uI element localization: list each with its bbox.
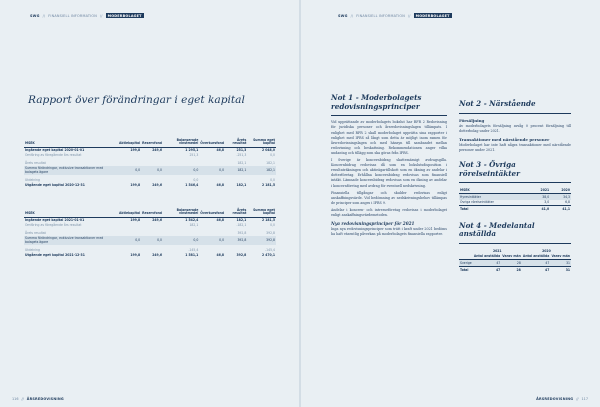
note-2-subheading: Försäljning — [459, 117, 485, 123]
table-cell: -251,3 — [236, 152, 247, 157]
table-cell: 2 181,5 — [261, 182, 275, 187]
table-cell: 392,8 — [266, 230, 275, 235]
table-cell: 2 181,5 — [261, 217, 275, 222]
table-cell: 46,8 — [216, 252, 225, 257]
table-cell: 392,8 — [225, 236, 247, 245]
table-cell: 182,1 — [189, 222, 199, 227]
table-cell: 6,8 — [565, 200, 570, 205]
table-cell: 1 542,4 — [185, 217, 199, 222]
column-header: 2021 — [529, 187, 550, 193]
column-header: Årets resultat — [225, 138, 247, 147]
right-page — [301, 0, 600, 407]
table-cell: Ingående eget kapital 2021-01-01 — [25, 217, 85, 222]
table-cell: 2 048,0 — [261, 147, 275, 152]
table-cell: 46,8 — [216, 217, 225, 222]
table-cell: 47 — [473, 266, 502, 272]
note-4-table — [459, 248, 571, 272]
table-cell: 2 470,1 — [261, 252, 275, 257]
table-cell: Årets resultat — [25, 230, 46, 235]
note-1-sub-paragraph: Inga nya redovisningsprinciper som trätt i kraft under 2021 bedöms ha haft väsentlig påverkan på moderbolagets finansiella rapporter. — [331, 227, 447, 237]
table-cell: Summa förändringar, exklusive transaktioner med bolagets ägare — [24, 236, 118, 245]
column-header: Varav män — [551, 254, 570, 259]
divider — [459, 113, 571, 114]
table-cell: Total — [459, 206, 529, 212]
table-cell: 47 — [522, 260, 551, 267]
table-cell: Summa förändringar, exklusive transaktioner med bolagets ägare — [24, 166, 118, 175]
note-1-paragraph: I Sverige är koncernbidrag skattemässigt avdragsgilla. Koncernbidrag redovisas då som en bokslutsdisposition i resultaträkningen och aktieägartillskott som en ökning av andelar i dotterföretag. Erhållna koncernbidrag redovisas som finansiell intäkt. Lämnade koncernbidrag redovisas som en ökning av andelar i koncernföretag med avdrag för eventuell nedskrivning. — [331, 158, 447, 188]
table-cell: 31 — [550, 260, 571, 267]
table-cell: 199,8 — [130, 147, 141, 152]
table-cell: 31 — [550, 266, 571, 272]
table-cell: Utgående eget kapital 2021-12-31 — [25, 252, 85, 257]
page-footer — [12, 397, 64, 401]
column-header: Varav män — [502, 254, 521, 259]
divider — [459, 182, 571, 183]
column-header: 2020 — [550, 187, 571, 193]
table-cell: 1 295,1 — [185, 147, 199, 152]
table-cell: 3,0 — [544, 200, 550, 205]
breadcrumb-brand: SWG — [338, 13, 348, 18]
table-cell: 46,8 — [216, 147, 225, 152]
table-cell: Övriga rörelseintäkter — [460, 200, 494, 205]
note-3-table — [459, 187, 571, 211]
table-cell: 0,0 — [163, 166, 199, 175]
table-cell: 182,1 — [237, 160, 247, 165]
column-header: Balanserade vinstmedel — [163, 138, 199, 147]
column-header: Aktiekapital — [118, 208, 141, 217]
table-cell: 249,6 — [152, 147, 162, 152]
table-cell: 0,0 — [141, 236, 163, 245]
column-header: Aktiekapital — [118, 138, 141, 147]
table-row — [24, 166, 276, 175]
table-cell: Total — [459, 266, 473, 272]
breadcrumb-section: FINANSIELL INFORMATION — [356, 13, 405, 18]
footer-company: ÅRSREDOVISNING — [26, 397, 64, 401]
page-title: Rapport över förändringar i eget kapital — [28, 94, 245, 106]
column-header: Summa eget kapital — [247, 208, 276, 217]
left-page — [0, 0, 299, 407]
table-cell: 0,0 — [199, 166, 225, 175]
breadcrumb-separator: // — [99, 13, 103, 18]
note-2-text: Av moderbolagets försäljning avsåg 0 procent försäljning till dotterbolag under 2021. — [459, 123, 571, 133]
breadcrumb — [30, 13, 144, 18]
note-1 — [331, 94, 447, 239]
table-cell: 1 546,4 — [185, 182, 199, 187]
table-total-row — [459, 206, 571, 212]
column-header: Antal anställda — [522, 254, 550, 259]
table-cell: 0,0 — [193, 177, 199, 182]
note-1-title: Not 1 - Moderbolagets redovisningsprinciper — [331, 93, 422, 111]
table-cell: 392,8 — [247, 236, 276, 245]
table-cell: Sverige — [460, 261, 472, 265]
table-cell: 46,8 — [216, 182, 225, 187]
table-cell: 41,0 — [529, 206, 550, 212]
table-cell: 199,8 — [130, 182, 141, 187]
table-row — [24, 183, 276, 188]
column-header: Årets resultat — [225, 208, 247, 217]
note-2-text: Moderbolaget har inte haft några transaktioner med närstående personer under 2021. — [459, 142, 571, 152]
group-header: 2021 — [492, 248, 502, 253]
page-number: 116 — [12, 397, 19, 401]
divider — [331, 115, 447, 116]
table-cell: 182,1 — [236, 217, 247, 222]
table-cell: -182,1 — [236, 222, 247, 227]
table-cell: 182,1 — [247, 166, 276, 175]
breadcrumb-brand: SWG — [30, 13, 40, 18]
note-1-paragraph: Finansiella tillgångar och skulder redovisas enligt anskaffningsvärde. Vid bedömning av nedskrivningsbehov tillämpas de principer som anges i IFRS 9. — [331, 190, 447, 205]
column-header: MSEK — [459, 187, 529, 193]
breadcrumb-current: MODERBOLAGET — [107, 13, 142, 18]
table-cell: 0,0 — [270, 177, 275, 182]
column-header: Reservfond — [141, 138, 163, 147]
breadcrumb-current: MODERBOLAGET — [415, 13, 450, 18]
table-cell: -145,4 — [265, 247, 275, 252]
breadcrumb-separator: // — [350, 13, 354, 18]
column-header: Balanserade vinstmedel — [163, 208, 199, 217]
footer-separator: // — [576, 397, 579, 401]
table-cell: 182,1 — [225, 166, 247, 175]
table-cell: 47 — [473, 260, 502, 267]
divider — [459, 243, 571, 244]
table-cell: -145,4 — [188, 247, 199, 252]
table-cell: 0,0 — [270, 222, 275, 227]
table-cell: 0,0 — [163, 236, 199, 245]
table-cell: 182,1 — [266, 160, 275, 165]
table-cell: 392,8 — [237, 230, 247, 235]
table-total-row — [459, 266, 571, 272]
equity-table-2021 — [24, 208, 276, 258]
table-cell: Utdelning — [25, 247, 40, 252]
note-1-subheading: Nya redovisningsprinciper för 2021 — [331, 221, 415, 227]
table-cell: 182,1 — [236, 182, 247, 187]
table-cell: 251,3 — [236, 147, 247, 152]
column-header: Antal anställda — [473, 254, 501, 259]
table-cell: 47 — [522, 266, 551, 272]
table-cell: 28 — [501, 266, 522, 272]
table-row — [24, 236, 276, 245]
column-header: MSEK — [24, 208, 118, 217]
note-4-title: Not 4 - Medelantal anställda — [459, 220, 535, 239]
table-cell: Hyresintäkter — [459, 193, 529, 199]
breadcrumb-separator: // — [407, 13, 411, 18]
table-cell: 249,6 — [152, 182, 162, 187]
equity-table-2020 — [24, 138, 276, 188]
column-header: Överkursfond — [199, 138, 225, 147]
breadcrumb-separator: // — [42, 13, 46, 18]
page-footer — [536, 397, 588, 401]
table-cell: Årets resultat — [25, 160, 46, 165]
note-1-paragraph: Andelar i koncern- och intresseföretag redovisas i moderbolaget enligt anskaffningsvärdemetoden. — [331, 208, 447, 218]
table-cell: 1 581,1 — [185, 252, 199, 257]
table-row — [459, 260, 571, 267]
table-header-row — [24, 138, 276, 147]
table-cell: 392,8 — [236, 252, 247, 257]
column-header: Reservfond — [141, 208, 163, 217]
table-cell: 28 — [501, 260, 522, 267]
table-cell: 0,0 — [141, 166, 163, 175]
breadcrumb — [338, 13, 452, 18]
table-cell: 0,0 — [199, 236, 225, 245]
table-cell: 251,3 — [189, 152, 199, 157]
column-header: MSEK — [24, 138, 118, 147]
note-3-title: Not 3 - Övriga rörelseintäkter — [459, 160, 520, 178]
table-cell: 249,6 — [152, 217, 162, 222]
notes-column — [459, 100, 571, 272]
table-cell: 249,6 — [152, 252, 162, 257]
table-cell: 199,8 — [130, 217, 141, 222]
note-2-title: Not 2 - Närstående — [459, 99, 536, 108]
group-header: 2020 — [542, 248, 551, 253]
table-cell: 0,0 — [118, 166, 141, 175]
table-header-row — [24, 208, 276, 217]
page-number: 117 — [581, 397, 588, 401]
table-cell: 0,0 — [118, 236, 141, 245]
table-cell: Utdelning — [25, 177, 40, 182]
table-cell: 199,8 — [130, 252, 141, 257]
column-header: Summa eget kapital — [247, 138, 276, 147]
table-cell: 0,0 — [270, 152, 275, 157]
table-cell: Omföring av föregående års resultat — [25, 152, 82, 157]
table-cell: 38,0 — [529, 193, 550, 199]
footer-company: ÅRSREDOVISNING — [536, 397, 574, 401]
column-header: Överkursfond — [199, 208, 225, 217]
note-1-paragraph: Vid upprättande av moderbolagets bokslut har RFR 2 Redovisning för juridiska personer och årsredovisningslagen tillämpats. I enlighet med RFR 2 skall moderbolaget upprätta sina rapporter i enlighet med IFRS så långt som detta är möjligt inom ramen för årsredovisningslagen och med hänsyn till sambandet mellan redovisning och beskattning. Rekommendationen anger vilka undantag och tillägg som ska göras från IFRS. — [331, 120, 447, 155]
note-2-subheading: Transaktioner med närstående personer — [459, 136, 550, 142]
footer-separator: // — [21, 397, 24, 401]
table-row — [24, 253, 276, 258]
table-cell: Utgående eget kapital 2020-12-31 — [25, 182, 85, 187]
table-cell: Omföring av föregående års resultat — [25, 222, 82, 227]
table-cell: Ingående eget kapital 2020-01-01 — [25, 147, 85, 152]
table-cell: 41,1 — [550, 206, 571, 212]
breadcrumb-section: FINANSIELL INFORMATION — [48, 13, 97, 18]
table-cell: 34,3 — [550, 193, 571, 199]
